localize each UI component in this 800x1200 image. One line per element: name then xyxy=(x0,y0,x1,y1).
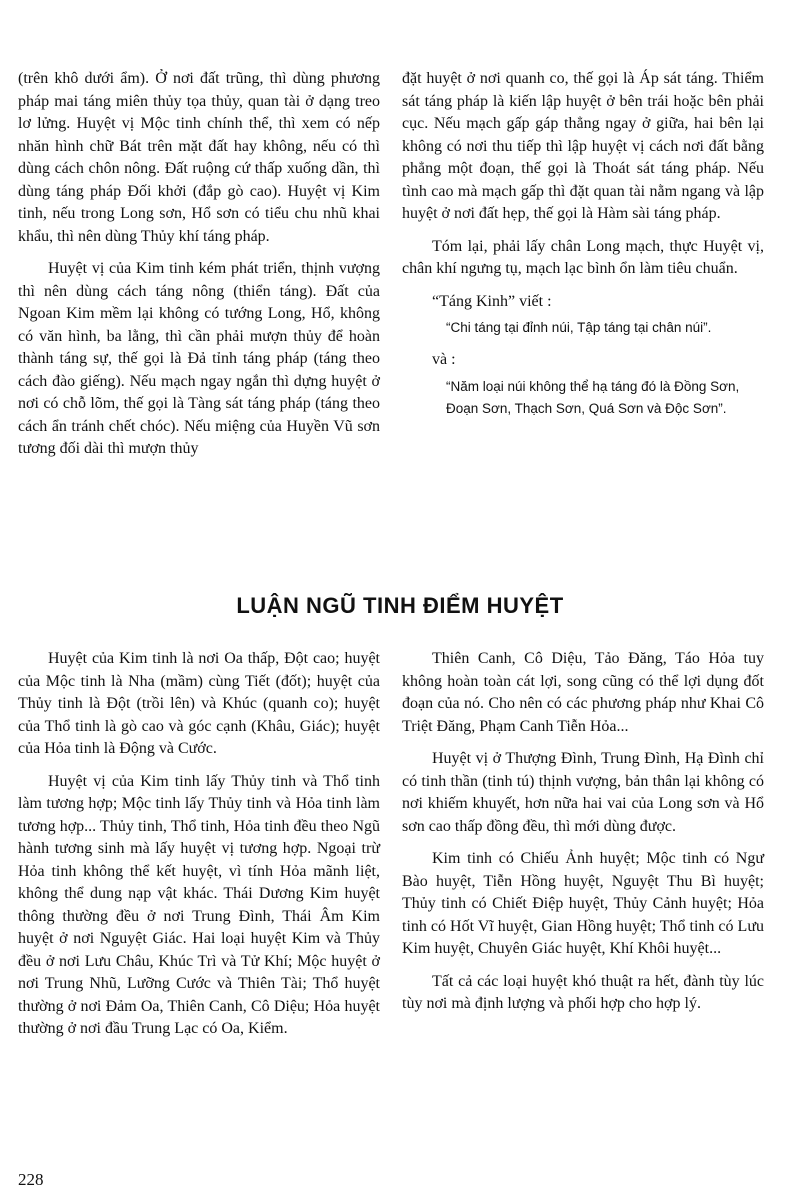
page-number: 228 xyxy=(18,1170,44,1189)
paragraph: Huyệt vị của Kim tinh kém phát triển, thịnh vượng thì nên dùng cách táng nông (thiển táng). Đất của Ngoan Kim mềm lại không có tướng Long, Hổ, không có văn hình, ba lằng, thì cần phải mượn thủy để hoàn thành táng sự, thế gọi là Đả tỉnh táng pháp (táng theo cách đào giếng). Nếu mạch ngay ngắn thì dựng huyệt ở nơi có chỗ lõm, thế gọi là Tàng sát táng pháp (táng theo cách ẩn tránh chết chóc). Nếu miệng của Huyền Vũ sơn tương đối dài thì mượn thủy xyxy=(18,260,380,457)
paragraph: đặt huyệt ở nơi quanh co, thế gọi là Áp sát táng. Thiểm sát táng pháp là kiến lập huyệt ở bên trái hoặc bên phải cục. Nếu mạch gấp gáp thẳng ngay ở giữa, hai bên lại không có nơi thu tiếp thì lập huyệt vị cách nơi đất bằng phẳng một đoạn, thế gọi là Thoát sát táng pháp. Nếu tình cao mà mạch gấp thì đặt quan tài nằm ngang và lập huyệt ở nơi đất hẹp, thế gọi là Hàm sài táng pháp. xyxy=(402,70,764,222)
bottom-right-column xyxy=(402,648,764,1026)
paragraph: Tất cả các loại huyệt khó thuật ra hết, đành tùy lúc tùy nơi mà định lượng và phối hợp cho hợp lý. xyxy=(402,972,764,1012)
paragraph: Huyệt vị của Kim tinh lấy Thủy tinh và Thổ tinh làm tương hợp; Mộc tinh lấy Thủy tinh và Hỏa tinh làm tương hợp... Thủy tinh, Thổ tinh, Hỏa tinh đều theo Ngũ hành tương sinh mà lấy huyệt vị tương hợp. Ngoại trừ Hỏa tinh không thể kết huyệt, vì tính Hỏa mãnh liệt, không thể dung nạp vật khác. Thái Dương Kim huyệt thông thường đều ở nơi Trung Đình, Thái Âm Kim huyệt ở nơi Nguyệt Giác. Hai loại huyệt Kim và Thủy đều ở nơi Lưu Châu, Khúc Trì và Tử Khí; Mộc huyệt ở nơi Trung Nhũ, Lưỡng Cước và Thiên Tài; Thổ huyệt thường ở nơi Đảm Oa, Thiên Canh, Cô Diệu; Hỏa huyệt thường ở nơi đầu Trung Lạc có Oa, Kiểm. xyxy=(18,772,380,1037)
paragraph: Thiên Canh, Cô Diệu, Tảo Đăng, Táo Hỏa tuy không hoàn toàn cát lợi, song cũng có thể lợi dụng đốt đoạn của nó. Cho nên có các phương pháp như Khai Cô Triệt Đăng, Phạm Canh Tiễn Hỏa... xyxy=(402,650,764,735)
paragraph: Tóm lại, phải lấy chân Long mạch, thực Huyệt vị, chân khí ngưng tụ, mạch lạc bình ổn làm tiêu chuẩn. xyxy=(402,237,764,277)
section-title: LUẬN NGŨ TINH ĐIỂM HUYỆT xyxy=(236,593,564,618)
bottom-left-column xyxy=(18,648,380,1051)
top-left-column xyxy=(18,68,380,471)
quote-intro: và : xyxy=(432,351,456,368)
quote-intro: “Táng Kinh” viết : xyxy=(432,292,552,310)
quote: “Năm loại núi không thể hạ táng đó là Đồng Sơn, Đoạn Sơn, Thạch Sơn, Quá Sơn và Độc Sơn”. xyxy=(446,378,740,416)
paragraph: Kim tinh có Chiếu Ảnh huyệt; Mộc tinh có Ngư Bào huyệt, Tiễn Hồng huyệt, Nguyệt Thu Bì huyệt; Thủy tinh có Chiết Điệp huyệt, Thủy Cảnh huyệt; Hỏa tinh có Hốt Vĩ huyệt, Gian Hồng huyệt; Thổ tinh có Lưu Kim huyệt, Chuyên Giác huyệt, Khí Khôi huyệt... xyxy=(402,850,764,957)
paragraph: Huyệt vị ở Thượng Đình, Trung Đình, Hạ Đình chỉ có tinh thần (tinh tú) thịnh vượng, bản thân lại không có nơi khiếm khuyết, hơn nữa hai vai của Long sơn và Hổ sơn cao thấp đồng đều, thì mới dùng được. xyxy=(402,750,764,835)
top-right-column xyxy=(402,68,764,430)
quote: “Chi táng tại đỉnh núi, Tập táng tại chân núi”. xyxy=(446,320,712,335)
paragraph: (trên khô dưới ẩm). Ở nơi đất trũng, thì dùng phương pháp mai táng miên thủy tọa thủy, quan tài ở dạng treo lơ lửng. Huyệt vị Mộc tinh chính thể, thì xem có nếp nhăn hình chữ Bát trên mặt đất hay không, nếu có thì dùng cách chôn nông. Đất ruộng cứ thấp xuống dần, thì dùng táng pháp Đối khởi (đắp gò cao). Huyệt vị Kim tinh, nếu trong Long sơn, Hổ sơn có tiểu chu nhũ khai khẩu, thì nên dùng Thủy khí táng pháp. xyxy=(18,70,380,245)
paragraph: Huyệt của Kim tinh là nơi Oa thấp, Đột cao; huyệt của Mộc tinh là Nha (mầm) cùng Tiết (đốt); huyệt của Thủy tinh là Đột (trồi lên) và Khúc (quanh co); huyệt của Thổ tinh là gò cao và góc cạnh (Khâu, Giác); huyệt của Hỏa tinh là Động và Cước. xyxy=(18,650,380,757)
